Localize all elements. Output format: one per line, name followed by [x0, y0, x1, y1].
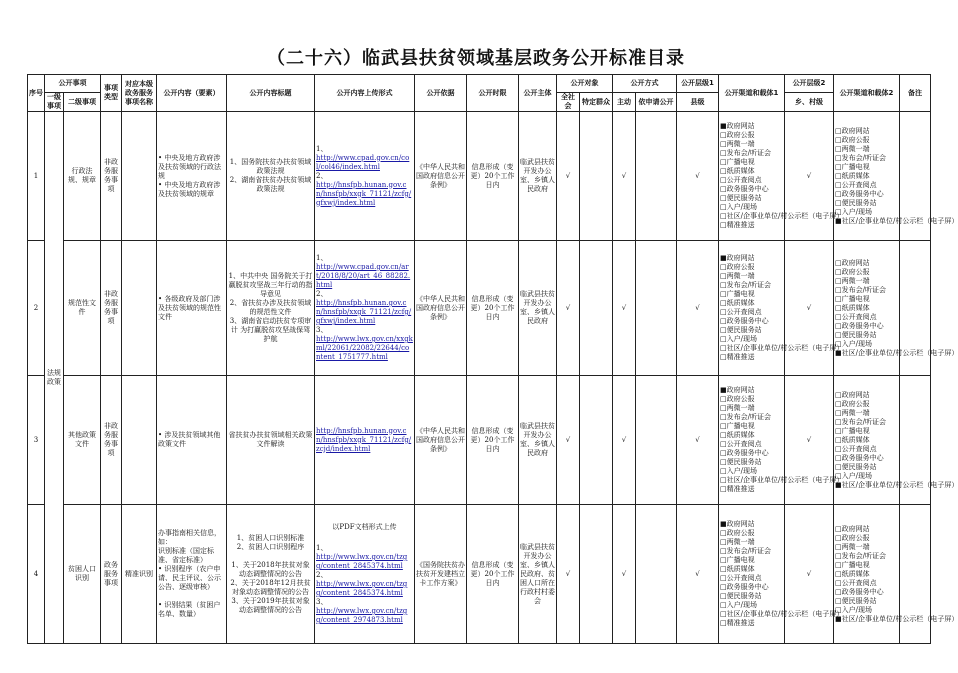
- channel-checkbox: □两微一端: [720, 140, 755, 148]
- channel-checkbox: □政府公报: [720, 395, 755, 403]
- header-item-l2: 二级事项: [64, 93, 101, 112]
- channel-checkbox: □广播电视: [720, 158, 755, 166]
- channel-checkbox: □广播电视: [835, 294, 870, 303]
- channel1-cell: [719, 112, 844, 241]
- channel-checkbox: □精准推送: [720, 353, 755, 361]
- source-link[interactable]: http://www.cpad.gov.cn/art/2018/8/20/art_46_88282.html: [316, 263, 411, 289]
- header-subject: 公开主体: [519, 75, 557, 112]
- channel-checkbox: □政务服务中心: [835, 453, 884, 462]
- level1-county-cell: √: [677, 505, 719, 644]
- source-link[interactable]: http://hnsfpb.hunan.gov.cn/hnsfpb/xxgk_71121/zcfg/gfxwj/index.html: [316, 299, 412, 325]
- link-number: 2、: [316, 171, 328, 180]
- row-seq: 2: [28, 241, 45, 376]
- channel-checkbox: □便民服务站: [835, 596, 877, 605]
- channel-checkbox: □便民服务站: [720, 458, 762, 466]
- level1-county-cell: √: [677, 376, 719, 505]
- source-link[interactable]: http://www.lwx.gov.cn/xxgkml/22061/22082/22644/content_1751777.html: [316, 335, 413, 361]
- header-channel2: 公开渠道和载体2: [834, 75, 900, 112]
- type-cell: 非政务服务事项: [101, 241, 122, 376]
- channel-checkbox: □政府网站: [835, 524, 870, 533]
- channel-checkbox: ■社区/企事业单位/村公示栏（电子屏）: [835, 480, 958, 489]
- content-line: • 涉及扶贫领域其他政策文件: [158, 431, 221, 448]
- service-cell: [122, 241, 157, 376]
- header-item: 公开事项: [45, 75, 101, 93]
- channel-checkbox: □发布会/听证会: [835, 285, 886, 294]
- title-line: 3、湖南省启动扶贫专项审计 为打赢脱贫攻坚战保驾护航: [229, 317, 312, 343]
- header-level2-town: 乡、村级: [785, 93, 834, 112]
- header-basis: 公开依据: [415, 75, 467, 112]
- channel-checkbox: □社区/企事业单位/村公示栏（电子屏）: [720, 344, 844, 352]
- item-l1-cell: 法规政策: [45, 112, 64, 644]
- content-line: • 各级政府及部门涉及扶贫领域的规范性文件: [158, 294, 221, 321]
- channel-checkbox: □两微一端: [835, 542, 870, 551]
- channel-checkbox: □两微一端: [835, 276, 870, 285]
- link-note: 以PDF文档形式上传: [332, 523, 397, 531]
- method-active-cell: √: [613, 241, 636, 376]
- target-all-cell: √: [557, 376, 580, 505]
- header-link: 公开内容上传形式: [315, 75, 415, 112]
- table-row: [28, 112, 931, 241]
- channel-checkbox: ■政府网站: [720, 520, 755, 528]
- channel-checkbox: □两微一端: [720, 404, 755, 412]
- channel-checkbox: □公开查阅点: [835, 312, 877, 321]
- channel-checkbox: □纸质媒体: [720, 431, 755, 439]
- channel2-cell: [834, 376, 958, 505]
- channel-checkbox: □发布会/听证会: [835, 417, 886, 426]
- channel-checkbox: □政府公报: [720, 131, 755, 139]
- channel-checkbox: □入户/现场: [720, 467, 757, 475]
- method-active-cell: √: [613, 376, 636, 505]
- channel-checkbox: □政府网站: [835, 258, 870, 267]
- table-row: [28, 376, 931, 505]
- channel-checkbox: ■政府网站: [720, 254, 755, 262]
- channel-checkbox: □政府网站: [835, 390, 870, 399]
- channel1-list: [720, 254, 844, 362]
- method-request-cell: [636, 112, 677, 241]
- channel-checkbox: ■政府网站: [720, 122, 755, 130]
- link-number: 2、: [316, 290, 328, 298]
- header-level2: 公开层级2: [785, 75, 834, 93]
- source-link[interactable]: http://www.cpad.gov.cn/col/col46/index.html: [316, 153, 410, 171]
- source-link[interactable]: http://hnsfpb.hunan.gov.cn/hnsfpb/xxgk_71121/zcfg/gfxwj/index.html: [316, 180, 412, 207]
- channel-checkbox: □纸质媒体: [720, 565, 755, 573]
- channel-checkbox: □入户/现场: [720, 601, 757, 609]
- link-cell: [315, 112, 415, 241]
- header-title: 公开内容标题: [227, 75, 315, 112]
- channel-checkbox: □政府公报: [835, 533, 870, 542]
- channel-checkbox: □公开查阅点: [720, 176, 762, 184]
- channel-checkbox: □政务服务中心: [720, 583, 769, 591]
- channel-checkbox: □公开查阅点: [835, 578, 877, 587]
- channel-checkbox: □两微一端: [835, 408, 870, 417]
- channel-checkbox: □广播电视: [720, 422, 755, 430]
- channel-checkbox: □政府网站: [835, 126, 870, 135]
- header-service: 对应本级政务服务事项名称: [122, 75, 157, 112]
- basis-cell: 《国务院扶贫办扶贫开发建档立卡工作方案》: [415, 505, 467, 644]
- item-l2-cell: 规范性文件: [64, 241, 101, 376]
- type-cell: 政务服务事项: [101, 505, 122, 644]
- channel2-list: [835, 126, 958, 226]
- title-cell: [227, 376, 315, 505]
- channel-checkbox: □两微一端: [835, 144, 870, 153]
- target-specific-cell: [580, 505, 613, 644]
- content-line: [158, 592, 225, 601]
- service-cell: 精准识别: [122, 505, 157, 644]
- channel1-cell: [719, 241, 844, 376]
- channel-checkbox: □入户/现场: [720, 203, 757, 211]
- channel2-cell: [834, 112, 958, 241]
- channel-checkbox: □便民服务站: [835, 330, 877, 339]
- channel-checkbox: □精准推送: [720, 485, 755, 493]
- channel-checkbox: □纸质媒体: [835, 435, 870, 444]
- channel1-list: [720, 122, 844, 230]
- title-line: 1、贫困人口识别标准: [236, 533, 305, 542]
- target-all-cell: √: [557, 112, 580, 241]
- time-cell: 信息形成（变更）20个工作日内: [467, 112, 519, 241]
- channel-checkbox: □政府公报: [720, 529, 755, 537]
- source-link[interactable]: http://www.lwx.gov.cn/tzgg/content_2845374.html: [316, 553, 408, 570]
- item-l2-cell: 贫困人口识别: [64, 505, 101, 644]
- channel-checkbox: □政务服务中心: [720, 449, 769, 457]
- level1-county-cell: √: [677, 241, 719, 376]
- channel-checkbox: □政务服务中心: [835, 321, 884, 330]
- content-cell: [157, 376, 227, 505]
- channel2-cell: [834, 241, 958, 376]
- header-content: 公开内容（要素）: [157, 75, 227, 112]
- channel1-list: [720, 520, 844, 628]
- channel-checkbox: ■社区/企事业单位/村公示栏（电子屏）: [835, 216, 958, 225]
- channel-checkbox: □纸质媒体: [720, 167, 755, 175]
- target-specific-cell: [580, 376, 613, 505]
- channel-checkbox: □便民服务站: [835, 198, 877, 207]
- method-request-cell: [636, 376, 677, 505]
- content-cell: [157, 112, 227, 241]
- basis-cell: 《中华人民共和国政府信息公开条例》: [415, 376, 467, 505]
- channel-checkbox: □广播电视: [835, 426, 870, 435]
- time-cell: 信息形成（变更）20个工作日内: [467, 376, 519, 505]
- content-cell: [157, 241, 227, 376]
- channel-checkbox: □便民服务站: [720, 326, 762, 334]
- channel-checkbox: □便民服务站: [720, 592, 762, 600]
- page-title: （二十六）临武县扶贫领域基层政务公开标准目录: [267, 48, 685, 69]
- time-cell: 信息形成（变更）20个工作日内: [467, 241, 519, 376]
- channel-checkbox: □政府公报: [835, 135, 870, 144]
- source-link[interactable]: http://www.lwx.gov.cn/tzgg/content_2845374.html: [316, 580, 408, 597]
- content-line: 办事指南相关信息，如：: [158, 529, 221, 546]
- channel-checkbox: ■社区/企事业单位/村公示栏（电子屏）: [835, 348, 958, 357]
- item-l2-cell: 行政法规、规章: [64, 112, 101, 241]
- channel-checkbox: □便民服务站: [720, 194, 762, 202]
- title-cell: [227, 112, 315, 241]
- table-row: [28, 241, 931, 376]
- header-item-l1: 一级事项: [45, 93, 64, 112]
- channel-checkbox: □两微一端: [720, 538, 755, 546]
- channel-checkbox: □便民服务站: [835, 462, 877, 471]
- subject-cell: 临武县扶贫开发办公室、乡镇人民政府: [519, 241, 557, 376]
- title-line: 1、关于2018年扶贫对象动态调整情况的公告: [231, 560, 310, 578]
- channel1-list: [720, 386, 844, 494]
- target-all-cell: √: [557, 505, 580, 644]
- channel-checkbox: ■社区/企事业单位/村公示栏（电子屏）: [835, 614, 958, 623]
- channel-checkbox: □公开查阅点: [720, 308, 762, 316]
- channel-checkbox: □纸质媒体: [835, 569, 870, 578]
- table-row: [28, 505, 931, 644]
- header-level1-county: 县级: [677, 93, 719, 112]
- channel-checkbox: □社区/企事业单位/村公示栏（电子屏）: [720, 212, 844, 220]
- level1-county-cell: √: [677, 112, 719, 241]
- channel-checkbox: □纸质媒体: [835, 303, 870, 312]
- channel-checkbox: □发布会/听证会: [835, 551, 886, 560]
- type-cell: 非政务服务事项: [101, 376, 122, 505]
- channel-checkbox: □广播电视: [835, 162, 870, 171]
- channel-checkbox: □社区/企事业单位/村公示栏（电子屏）: [720, 476, 844, 484]
- title-line: [228, 552, 313, 561]
- content-line: • 中央及地方政府涉及扶贫领域的行政法规: [158, 153, 221, 180]
- level2-town-cell: √: [785, 112, 834, 241]
- channel-checkbox: □发布会/听证会: [720, 281, 771, 289]
- channel-checkbox: □政务服务中心: [720, 185, 769, 193]
- header-target-specific: 特定群众: [580, 93, 613, 112]
- header-target: 公开对象: [557, 75, 613, 93]
- method-active-cell: √: [613, 505, 636, 644]
- type-cell: 非政务服务事项: [101, 112, 122, 241]
- channel2-list: [835, 390, 958, 490]
- title-line: 1、中共中央 国务院关于打赢脱贫攻坚战三年行动的指导意见: [228, 272, 313, 298]
- channel2-list: [835, 524, 958, 624]
- channel-checkbox: □广播电视: [720, 290, 755, 298]
- channel2-list: [835, 258, 958, 358]
- header-channel1: 公开渠道和载体1: [719, 75, 785, 112]
- level2-town-cell: √: [785, 505, 834, 644]
- channel2-cell: [834, 505, 958, 644]
- header-method: 公开方式: [613, 75, 677, 93]
- basis-cell: 《中华人民共和国政府信息公开条例》: [415, 241, 467, 376]
- link-number: 3、: [316, 326, 328, 334]
- channel-checkbox: □入户/现场: [720, 335, 757, 343]
- channel-checkbox: □入户/现场: [835, 207, 872, 216]
- channel-checkbox: □政府公报: [835, 399, 870, 408]
- channel1-cell: [719, 376, 844, 505]
- channel-checkbox: □发布会/听证会: [835, 153, 886, 162]
- target-specific-cell: [580, 112, 613, 241]
- title-cell: [227, 241, 315, 376]
- channel-checkbox: □政务服务中心: [835, 189, 884, 198]
- subject-cell: 临武县扶贫开发办公室、乡镇人民政府: [519, 376, 557, 505]
- channel-checkbox: □纸质媒体: [720, 299, 755, 307]
- level2-town-cell: √: [785, 241, 834, 376]
- item-l2-cell: 其他政策文件: [64, 376, 101, 505]
- channel-checkbox: □入户/现场: [835, 605, 872, 614]
- channel-checkbox: □精准推送: [720, 619, 755, 627]
- row-seq: 3: [28, 376, 45, 505]
- channel-checkbox: □精准推送: [720, 221, 755, 229]
- row-seq: 4: [28, 505, 45, 644]
- title-line: 2、湖南省扶贫办扶贫领域政策法规: [229, 176, 312, 193]
- link-number: 1、: [316, 544, 328, 552]
- link-number: 3、: [316, 598, 328, 606]
- title-line: 2、省扶贫办涉及扶贫领域的规范性文件: [229, 299, 312, 316]
- channel-checkbox: □公开查阅点: [835, 444, 877, 453]
- link-number: 2、: [316, 571, 328, 579]
- channel-checkbox: □公开查阅点: [720, 440, 762, 448]
- title-line: 2、关于2018年12月扶贫对象动态调整情况的公告: [230, 578, 311, 596]
- channel-checkbox: □入户/现场: [835, 471, 872, 480]
- channel-checkbox: □政务服务中心: [720, 317, 769, 325]
- channel-checkbox: □纸质媒体: [835, 171, 870, 180]
- channel-checkbox: □发布会/听证会: [720, 413, 771, 421]
- level2-town-cell: √: [785, 376, 834, 505]
- channel-checkbox: □公开查阅点: [835, 180, 877, 189]
- channel-checkbox: □广播电视: [835, 560, 870, 569]
- header-remark: 备注: [900, 75, 931, 112]
- channel-checkbox: □广播电视: [720, 556, 755, 564]
- source-link[interactable]: http://www.lwx.gov.cn/tzgg/content_2974873.html: [316, 607, 408, 624]
- header-time: 公开时限: [467, 75, 519, 112]
- title-cell: [227, 505, 315, 644]
- title-line: 3、关于2019年扶贫对象动态调整情况的公告: [231, 596, 310, 614]
- channel-checkbox: □社区/企事业单位/村公示栏（电子屏）: [720, 610, 844, 618]
- subject-cell: 临武县扶贫开发办公室、乡镇人民政府: [519, 112, 557, 241]
- title-line: 1、国务院扶贫办扶贫领域政策法规: [229, 158, 312, 175]
- channel-checkbox: □政府公报: [835, 267, 870, 276]
- header-level1: 公开层级1: [677, 75, 719, 93]
- channel-checkbox: □公开查阅点: [720, 574, 762, 582]
- header-seq: 序号: [28, 75, 45, 112]
- row-seq: 1: [28, 112, 45, 241]
- channel1-cell: [719, 505, 844, 644]
- channel-checkbox: □发布会/听证会: [720, 547, 771, 555]
- title-line: 省扶贫办扶贫领域相关政策文件解读: [228, 431, 313, 448]
- link-cell: [315, 376, 415, 505]
- channel-checkbox: □入户/现场: [835, 339, 872, 348]
- method-request-cell: [636, 505, 677, 644]
- target-all-cell: √: [557, 241, 580, 376]
- header-target-all: 全社会: [557, 93, 580, 112]
- method-request-cell: [636, 241, 677, 376]
- channel-checkbox: □发布会/听证会: [720, 149, 771, 157]
- service-cell: [122, 376, 157, 505]
- header-type: 事项类型: [101, 75, 122, 112]
- channel-checkbox: □两微一端: [720, 272, 755, 280]
- content-line: • 识别结果（贫困户名单、数量）: [158, 601, 221, 618]
- channel-checkbox: □政府公报: [720, 263, 755, 271]
- channel-checkbox: ■政府网站: [720, 386, 755, 394]
- content-line: 识别标准（国定标准、省定标准）: [158, 547, 214, 564]
- content-cell: [157, 505, 227, 644]
- link-number: 1、: [316, 254, 328, 262]
- source-link[interactable]: http://hnsfpb.hunan.gov.cn/hnsfpb/xxgk_71121/zcfg/zcjd/index.html: [316, 426, 412, 453]
- service-cell: [122, 112, 157, 241]
- subject-cell: 临武县扶贫开发办公室、乡镇人民政府、贫困人口所在行政村村委会: [519, 505, 557, 644]
- link-cell: [315, 505, 415, 644]
- title-line: 2、贫困人口识别程序: [236, 542, 305, 551]
- content-line: • 识别程序（农户申请、民主评议、公示公告、逐级审核）: [158, 565, 221, 591]
- target-specific-cell: [580, 241, 613, 376]
- content-line: • 中央及地方政府涉及扶贫领域的规章: [158, 180, 221, 198]
- time-cell: 信息形成（变更）20个工作日内: [467, 505, 519, 644]
- header-method-active: 主动: [613, 93, 636, 112]
- method-active-cell: √: [613, 112, 636, 241]
- header-method-request: 依申请公开: [636, 93, 677, 112]
- link-cell: [315, 241, 415, 376]
- catalog-table: [27, 74, 958, 644]
- basis-cell: 《中华人民共和国政府信息公开条例》: [415, 112, 467, 241]
- channel-checkbox: □政务服务中心: [835, 587, 884, 596]
- link-number: 1、: [316, 144, 328, 153]
